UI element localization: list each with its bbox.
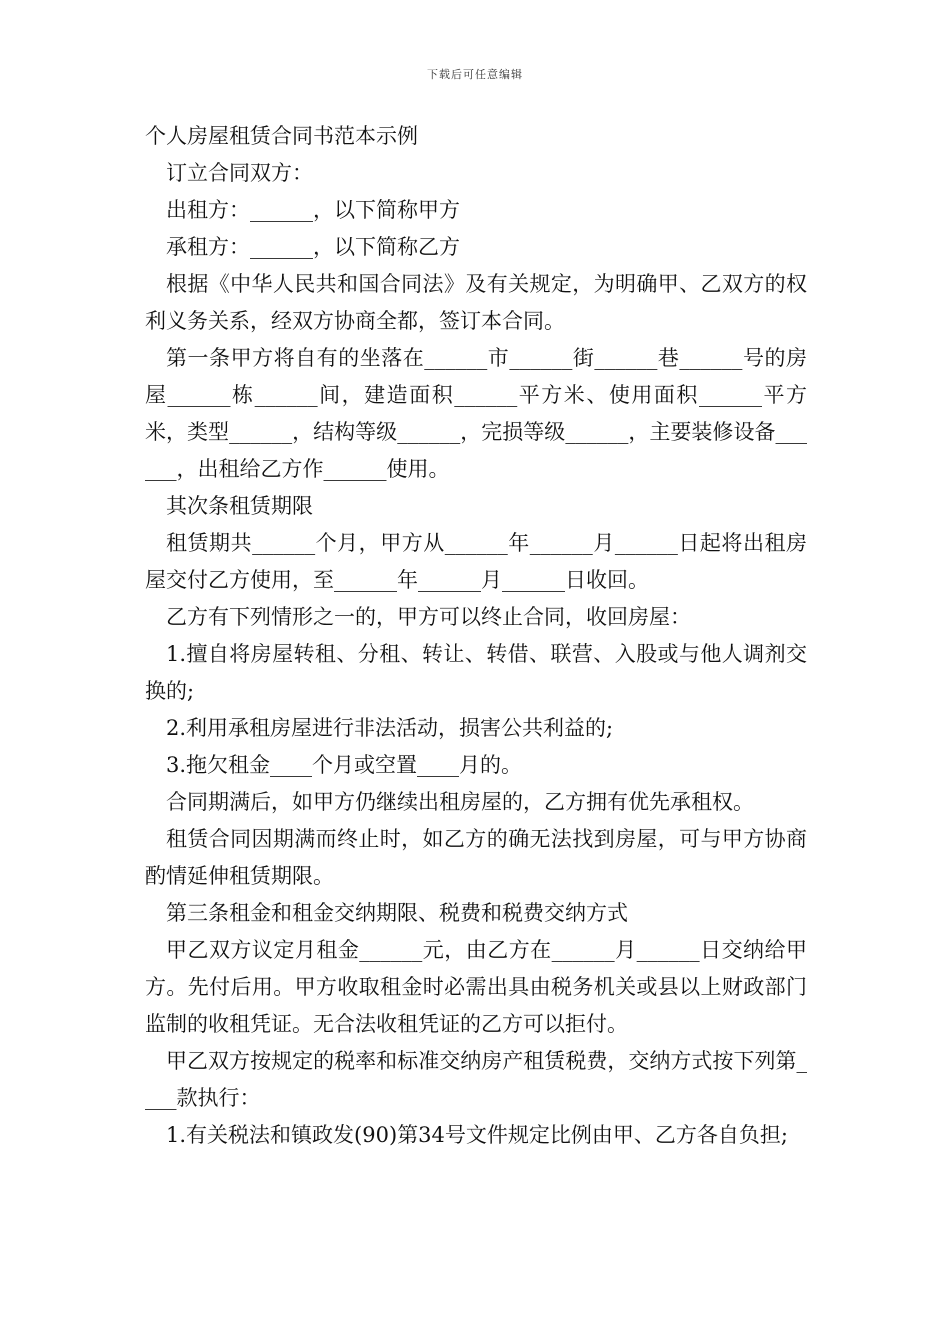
paragraph-extension: 租赁合同因期满而终止时，如乙方的确无法找到房屋，可与甲方协商酌情延伸租赁期限。: [145, 827, 807, 888]
document-title: 个人房屋租赁合同书范本示例: [145, 124, 418, 148]
paragraph-lessor: 出租方：______，以下简称甲方: [166, 198, 460, 222]
paragraph-article-2-heading: 其次条租赁期限: [166, 494, 313, 518]
paragraph-article-3-heading: 第三条租金和租金交纳期限、税费和税费交纳方式: [166, 901, 628, 925]
paragraph-tax-item-1: 1.有关税法和镇政发(90)第34号文件规定比例由甲、乙方各自负担;: [166, 1123, 788, 1147]
paragraph-article-1: 第一条甲方将自有的坐落在______市______街______巷______号的房屋______栋______间，建造面积______平方米、使用面积______平方米，类型______，结构等级______，完损等级______，主要装修设备______，出租给乙方作______使用。: [145, 346, 807, 481]
document-body: [145, 118, 807, 1154]
page-header: 下载后可任意编辑: [427, 68, 523, 81]
paragraph-rent-payment: 甲乙双方议定月租金______元，由乙方在______月______日交纳给甲方。先付后用。甲方收取租金时必需出具由税务机关或县以上财政部门监制的收租凭证。无合法收租凭证的乙方可以拒付。: [145, 938, 807, 1036]
paragraph-termination-1: 1.擅自将房屋转租、分租、转让、转借、联营、入股或与他人调剂交换的;: [145, 642, 807, 703]
paragraph-termination-intro: 乙方有下列情形之一的，甲方可以终止合同，收回房屋：: [166, 605, 691, 629]
paragraph-termination-3: 3.拖欠租金____个月或空置____月的。: [166, 753, 523, 777]
paragraph-tax-payment: 甲乙双方按规定的税率和标准交纳房产租赁税费，交纳方式按下列第____款执行：: [145, 1049, 807, 1110]
paragraph-lease-term: 租赁期共______个月，甲方从______年______月______日起将出租房屋交付乙方使用，至______年______月______日收回。: [145, 531, 807, 592]
paragraph-basis: 根据《中华人民共和国合同法》及有关规定，为明确甲、乙双方的权利义务关系，经双方协商全都，签订本合同。: [145, 272, 807, 333]
paragraph-lessee: 承租方：______，以下简称乙方: [166, 235, 460, 259]
paragraph-parties-intro: 订立合同双方：: [166, 161, 313, 185]
paragraph-renewal-priority: 合同期满后，如甲方仍继续出租房屋的，乙方拥有优先承租权。: [166, 790, 754, 814]
paragraph-termination-2: 2.利用承租房屋进行非法活动，损害公共利益的;: [166, 716, 614, 740]
